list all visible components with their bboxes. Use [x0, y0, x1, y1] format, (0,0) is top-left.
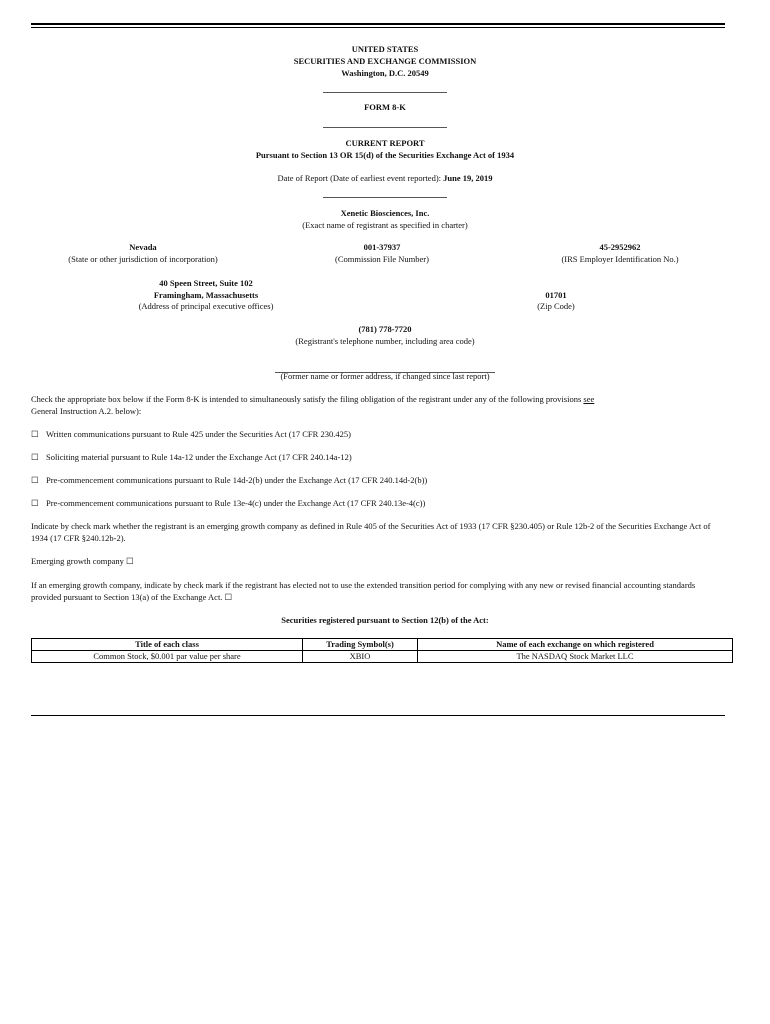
egc-checkbox-line[interactable]: Emerging growth company ☐ — [31, 556, 134, 566]
checkbox-icon[interactable]: ☐ — [31, 498, 39, 508]
checkbox-icon[interactable]: ☐ — [31, 452, 39, 462]
address-line-1: 40 Speen Street, Suite 102 — [159, 278, 253, 288]
checkbox-item-soliciting — [31, 452, 725, 464]
checkbox-item-written — [31, 429, 725, 441]
securities-table — [31, 638, 733, 663]
agency-heading: SECURITIES AND EXCHANGE COMMISSION — [293, 56, 477, 66]
checkbox-label: Soliciting material pursuant to Rule 14a-12 under the Exchange Act (17 CFR 240.14a-12) — [46, 452, 352, 462]
transition-paragraph: If an emerging growth company, indicate by check mark if the registrant has elected not to use the extended transition period for complying with any new or revised financial accounting standards provided pursuant to Section 13(a) of the Exchange Act. ☐ — [31, 580, 696, 602]
irs-value: 45-2952962 — [599, 242, 641, 252]
checkbox-item-13e — [31, 498, 725, 510]
registrant-name-caption: (Exact name of registrant as specified in charter) — [302, 220, 468, 230]
intro-text: Check the appropriate box below if the Form 8-K is intended to simultaneously satisfy the filing obligation of the registrant under any of the following provisions — [31, 394, 584, 404]
zip-value: 01701 — [545, 290, 567, 300]
report-title: CURRENT REPORT — [345, 138, 425, 148]
bottom-rule — [31, 715, 725, 716]
check-box-intro — [31, 394, 725, 418]
country-heading: UNITED STATES — [351, 44, 419, 54]
checkbox-icon[interactable]: ☐ — [31, 429, 39, 439]
header-divider-3 — [0, 191, 770, 203]
irs-caption: (IRS Employer Identification No.) — [561, 254, 679, 264]
column-header-symbol: Trading Symbol(s) — [303, 639, 418, 651]
intro-text-2: General Instruction A.2. below): — [31, 405, 142, 416]
address-caption: (Address of principal executive offices) — [138, 301, 274, 311]
file-number-caption: (Commission File Number) — [335, 254, 429, 264]
cell-exchange: The NASDAQ Stock Market LLC — [418, 651, 733, 663]
checkbox-label: Pre-commencement communications pursuant to Rule 14d-2(b) under the Exchange Act (17 CFR 240.14d-2(b)) — [46, 475, 428, 485]
cell-title: Common Stock, $0.001 par value per share — [32, 651, 303, 663]
top-double-rule-inner — [31, 27, 725, 28]
top-double-rule — [31, 23, 725, 25]
city-heading: Washington, D.C. 20549 — [341, 68, 429, 78]
table-row — [32, 651, 733, 663]
cell-symbol: XBIO — [303, 651, 418, 663]
former-name-caption: (Former name or former address, if changed since last report) — [280, 371, 490, 381]
form-title: FORM 8-K — [364, 102, 406, 112]
phone-caption: (Registrant's telephone number, including area code) — [295, 336, 475, 346]
header-divider-2 — [0, 121, 770, 133]
date-value: June 19, 2019 — [443, 173, 493, 183]
file-number-value: 001-37937 — [363, 242, 401, 252]
checkbox-label: Pre-commencement communications pursuant to Rule 13e-4(c) under the Exchange Act (17 CFR 240.13e-4(c)) — [46, 498, 426, 508]
state-caption: (State or other jurisdiction of incorporation) — [68, 254, 218, 264]
phone-value: (781) 778-7720 — [358, 324, 412, 334]
state-value: Nevada — [129, 242, 157, 252]
column-header-exchange: Name of each exchange on which registered — [418, 639, 733, 651]
checkbox-label: Written communications pursuant to Rule 425 under the Securities Act (17 CFR 230.425) — [46, 429, 351, 439]
zip-caption: (Zip Code) — [537, 301, 575, 311]
pursuant-line: Pursuant to Section 13 OR 15(d) of the Securities Exchange Act of 1934 — [255, 150, 515, 160]
securities-heading: Securities registered pursuant to Section 12(b) of the Act: — [281, 615, 489, 625]
address-line-2: Framingham, Massachusetts — [153, 290, 259, 300]
column-header-title: Title of each class — [32, 639, 303, 651]
registrant-name: Xenetic Biosciences, Inc. — [340, 208, 430, 218]
egc-paragraph: Indicate by check mark whether the registrant is an emerging growth company as defined in Rule 405 of the Securities Act of 1933 (17 CFR §230.405) or Rule 12b-2 of the Securities Exchange Act of 1934 (17 CFR §240.12b-2). — [31, 521, 711, 543]
header-divider-1 — [0, 86, 770, 98]
checkbox-item-14d — [31, 475, 725, 487]
date-of-report — [0, 173, 770, 185]
checkbox-icon[interactable]: ☐ — [31, 475, 39, 485]
see-link-text: see — [583, 394, 595, 404]
table-header-row — [32, 639, 733, 651]
date-label: Date of Report (Date of earliest event reported): — [277, 173, 444, 183]
